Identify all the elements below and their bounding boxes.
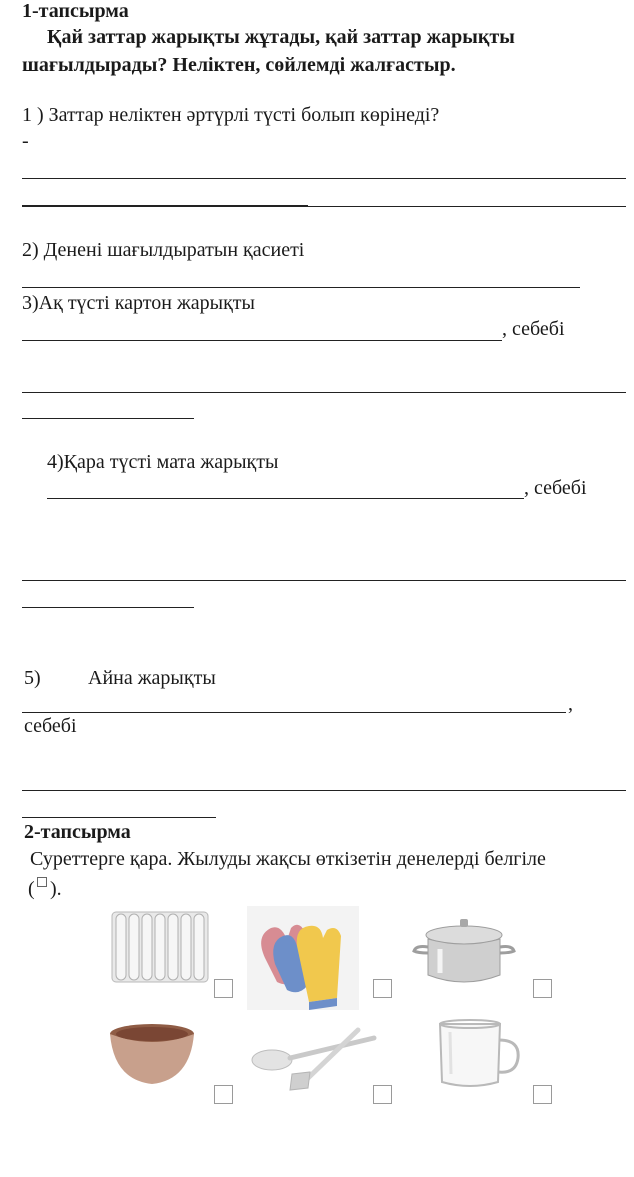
task2-heading: 2-тапсырма <box>24 821 131 843</box>
question-2: 2) Денені шағылдыратын қасиеті <box>22 239 305 261</box>
radiator-icon <box>108 906 212 988</box>
close-paren: ). <box>50 878 62 900</box>
answer-line-2[interactable] <box>22 287 580 288</box>
answer-line-5b[interactable] <box>22 790 626 791</box>
oven-mitts-icon <box>247 906 359 1010</box>
clay-bowl-icon <box>104 1020 200 1090</box>
answer-line-3b[interactable] <box>22 392 626 393</box>
glass-mug-icon <box>430 1018 526 1092</box>
answer-line-3a[interactable] <box>22 340 502 341</box>
answer-line-1b[interactable] <box>22 205 308 207</box>
answer-line-1a[interactable] <box>22 178 626 179</box>
task1-instruction-line1: Қай заттар жарықты жұтады, қай заттар жарықты <box>47 26 515 48</box>
answer-line-1c[interactable] <box>308 206 626 207</box>
task1-heading: 1-тапсырма <box>22 0 129 22</box>
question-5-comma: , <box>568 693 573 715</box>
cooking-pot-icon <box>408 913 520 991</box>
checkbox-oven-mitts[interactable] <box>373 979 392 998</box>
question-3-tail: , себебі <box>502 318 565 340</box>
open-paren: ( <box>28 878 35 900</box>
question-1-dash: - <box>22 130 29 152</box>
checkbox-cooking-pot[interactable] <box>533 979 552 998</box>
question-1: 1 ) Заттар неліктен әртүрлі түсті болып көрінеді? <box>22 104 440 126</box>
spoon-and-fork-icon <box>246 1022 380 1092</box>
answer-line-5c[interactable] <box>22 817 216 818</box>
checkbox-spoon-and-fork[interactable] <box>373 1085 392 1104</box>
task1-instruction-line2: шағылдырады? Неліктен, сөйлемді жалғастыр. <box>22 54 456 76</box>
answer-line-4a[interactable] <box>47 498 524 499</box>
checkbox-clay-bowl[interactable] <box>214 1085 233 1104</box>
answer-line-3c[interactable] <box>22 418 194 419</box>
question-5: Айна жарықты <box>88 667 216 689</box>
question-5-tail: себебі <box>24 715 77 737</box>
answer-line-4c[interactable] <box>22 607 194 608</box>
checkbox-symbol-icon <box>37 877 47 887</box>
answer-line-5a[interactable] <box>22 712 566 713</box>
task2-instruction-line1: Суреттерге қара. Жылуды жақсы өткізетін денелерді белгіле <box>30 848 546 870</box>
question-5-number: 5) <box>24 667 41 689</box>
checkbox-radiator[interactable] <box>214 979 233 998</box>
answer-line-4b[interactable] <box>22 580 626 581</box>
question-4: 4)Қара түсті мата жарықты <box>47 451 279 473</box>
question-3: 3)Ақ түсті картон жарықты <box>22 292 255 314</box>
question-4-tail: , себебі <box>524 477 587 499</box>
checkbox-glass-mug[interactable] <box>533 1085 552 1104</box>
